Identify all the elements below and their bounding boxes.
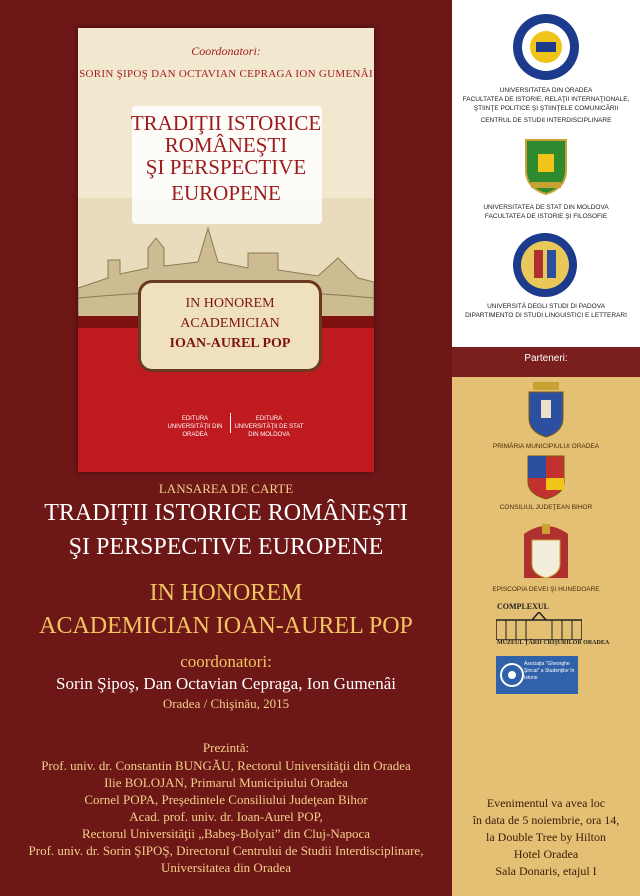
place-year: Oradea / Chişinău, 2015 bbox=[162, 696, 290, 711]
cover-honor-line: IN HONOREM bbox=[185, 296, 275, 311]
museum-label-bottom: MUZEUL ŢĂRII CRIŞURILOR ORADEA bbox=[497, 640, 610, 646]
cover-title-line: ROMÂNEŞTI bbox=[164, 133, 288, 157]
museum-label-top: COMPLEXUL bbox=[497, 602, 549, 611]
cover-title-line: TRADIŢII ISTORICE bbox=[130, 111, 322, 135]
book-cover bbox=[78, 28, 374, 472]
cover-title-line: ŞI PERSPECTIVE bbox=[145, 155, 307, 179]
institution-line: ŞTIINŢE POLITICE ŞI ŞTIINŢELE COMUNICĂRII bbox=[473, 105, 619, 112]
presenter-line: Prof. univ. dr. Constantin BUNGĂU, Rectorul Universităţii din Oradea bbox=[41, 758, 411, 773]
cover-honor-line: ACADEMICIAN bbox=[180, 316, 280, 331]
cover-coord-label: Coordonatori: bbox=[191, 44, 261, 58]
presenter-line: Ilie BOLOJAN, Primarul Municipiului Oradea bbox=[104, 775, 348, 790]
coordinators-names: Sorin Şipoş, Dan Octavian Cepraga, Ion Gumenâi bbox=[56, 674, 396, 693]
event-title: ŞI PERSPECTIVE EUROPENE bbox=[68, 534, 384, 560]
cover-title-line: EUROPENE bbox=[171, 181, 281, 205]
moldova-university-crest-icon bbox=[523, 136, 569, 196]
kicker: LANSAREA DE CARTE bbox=[158, 481, 294, 496]
university-oradea-seal-icon bbox=[509, 12, 583, 82]
presenter-line: Rectorul Universităţii „Babeş-Bolyai” din Cluj-Napoca bbox=[81, 826, 371, 841]
presenter-line: Cornel POPA, Preşedintele Consiliului Judeţean Bihor bbox=[84, 792, 368, 807]
event-info-line: la Double Tree by Hilton bbox=[486, 830, 606, 844]
cover-honor-line: IOAN-AUREL POP bbox=[169, 336, 291, 351]
event-info-line: în data de 5 noiembrie, ora 14, bbox=[472, 813, 620, 827]
association-emblem-icon bbox=[499, 661, 525, 689]
presenters-label: Prezintă: bbox=[202, 740, 250, 755]
event-info-line: Sala Donaris, etajul I bbox=[495, 864, 597, 878]
honor-heading: IN HONOREM bbox=[149, 580, 303, 606]
padova-university-seal-icon bbox=[510, 232, 580, 298]
partner-label: CONSILIUL JUDEŢEAN BIHOR bbox=[499, 504, 593, 511]
cover-publisher: EDITURA UNIVERSITĂŢII DIN ORADEA bbox=[167, 416, 223, 438]
cover-publisher: EDITURA UNIVERSITĂŢII DE STAT DIN MOLDOVA bbox=[234, 416, 304, 438]
event-info-line: Hotel Oradea bbox=[513, 847, 579, 861]
episcopia-coat-of-arms-icon bbox=[518, 520, 574, 582]
partner-label: PRIMĂRIA MUNICIPIULUI ORADEA bbox=[492, 443, 600, 450]
event-title: TRADIŢII ISTORICE ROMÂNEŞTI bbox=[44, 500, 408, 526]
institution-line: CENTRUL DE STUDII INTERDISCIPLINARE bbox=[480, 117, 612, 124]
institution-line: FACULTATEA DE ISTORIE ŞI FILOSOFIE bbox=[484, 213, 608, 220]
presenter-line: Universitatea din Oradea bbox=[161, 860, 291, 875]
partner-label: EPISCOPIA DEVEI ŞI HUNEDOARE bbox=[492, 586, 600, 593]
museum-building-icon bbox=[496, 612, 582, 640]
institution-line: FACULTATEA DE ISTORIE, RELAŢII INTERNAŢIONALE, bbox=[462, 96, 630, 103]
event-info-line: Evenimentul va avea loc bbox=[486, 796, 606, 810]
cover-coord-names: SORIN ŞIPOŞ DAN OCTAVIAN CEPRAGA ION GUMENÂI bbox=[79, 68, 373, 80]
coordinators-label: coordonatori: bbox=[180, 652, 272, 671]
honor-heading: ACADEMICIAN IOAN-AUREL POP bbox=[39, 613, 413, 639]
institution-line: UNIVERSITATEA DE STAT DIN MOLDOVA bbox=[483, 204, 609, 211]
cover-publisher-divider bbox=[230, 413, 231, 433]
oradea-coat-of-arms-icon bbox=[527, 382, 565, 438]
institution-line: UNIVERSITÀ DEGLI STUDI DI PADOVA bbox=[487, 303, 605, 310]
bihor-coat-of-arms-icon bbox=[526, 454, 566, 500]
association-label: Asociaţia "Gheorghe Şincai" a Studenţilor în Istorie bbox=[524, 661, 575, 681]
institution-line: DIPARTIMENTO DI STUDI LINGUISTICI E LETTERARI bbox=[465, 312, 627, 319]
presenter-line: Prof. univ. dr. Sorin ŞIPOŞ, Directorul Centrului de Studii Interdisciplinare, bbox=[28, 843, 424, 858]
partners-label: Parteneri: bbox=[524, 353, 568, 364]
institution-line: UNIVERSITATEA DIN ORADEA bbox=[499, 87, 593, 94]
presenter-line: Acad. prof. univ. dr. Ioan-Aurel POP, bbox=[129, 809, 323, 824]
